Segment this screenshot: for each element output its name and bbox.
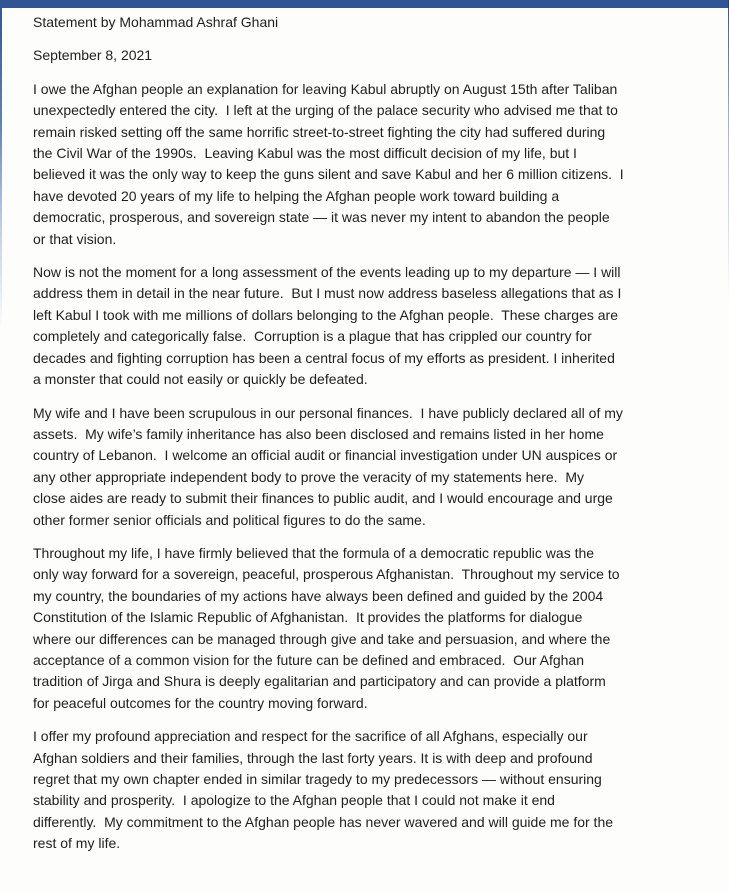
paragraph-line: completely and categorically false. Corruption is a plague that has crippled our country for <box>33 328 592 345</box>
paragraph-line: assets. My wife’s family inheritance has also been disclosed and remains listed in her home <box>33 425 604 442</box>
paragraph <box>33 543 699 714</box>
paragraph-line: Constitution of the Islamic Republic of Afghanistan. It provides the platforms for dialogue <box>33 609 583 626</box>
paragraph-line: Throughout my life, I have firmly believed that the formula of a democratic republic was the <box>33 544 595 561</box>
paragraph-line: tradition of Jirga and Shura is deeply egalitarian and participatory and can provide a platform <box>33 673 606 690</box>
paragraph-line: Afghan soldiers and their families, through the last forty years. It is with deep and profound <box>33 749 593 766</box>
paragraph-line: My wife and I have been scrupulous in our personal finances. I have publicly declared all of my <box>33 404 623 421</box>
paragraph <box>33 262 699 390</box>
paragraph-line: a monster that could not easily or quickly be defeated. <box>33 371 368 388</box>
paragraph-line: Now is not the moment for a long assessment of the events leading up to my departure — I will <box>33 264 621 281</box>
paragraph-line: I owe the Afghan people an explanation for leaving Kabul abruptly on August 15th after Taliban <box>33 80 618 97</box>
document-title: Statement by Mohammad Ashraf Ghani <box>33 14 279 30</box>
paragraph-line: left Kabul I took with me millions of dollars belonging to the Afghan people. These charges are <box>33 306 618 323</box>
paragraph-line: I offer my profound appreciation and respect for the sacrifice of all Afghans, especially our <box>33 728 588 745</box>
paragraph-line: unexpectedly entered the city. I left at the urging of the palace security who advised me that to <box>33 102 618 119</box>
paragraph-line: differently. My commitment to the Afghan people has never wavered and will guide me for the <box>33 813 614 830</box>
paragraph-line: or that vision. <box>33 230 117 247</box>
paragraph-line: acceptance of a common vision for the future can be defined and embraced. Our Afghan <box>33 651 585 668</box>
paragraph <box>33 403 699 531</box>
paragraph-line: where our differences can be managed through give and take and persuasion, and where the <box>33 630 611 647</box>
paragraph-line: country of Lebanon. I welcome an official audit or financial investigation under UN auspices or <box>33 447 618 464</box>
paragraph-line: my country, the boundaries of my actions have always been defined and guided by the 2004 <box>33 587 604 604</box>
paragraph-line: rest of my life. <box>33 835 121 852</box>
paragraph-line: decades and fighting corruption has been a central focus of my efforts as president. I inherited <box>33 349 615 366</box>
paragraph-line: close aides are ready to submit their finances to public audit, and I would encourage and urge <box>33 490 613 507</box>
paragraph-line: democratic, prosperous, and sovereign state — it was never my intent to abandon the people <box>33 209 610 226</box>
document-body <box>33 79 699 855</box>
paragraph-line: believed it was the only way to keep the guns silent and save Kabul and her 6 million citizens. I <box>33 166 624 183</box>
paragraph-line: only way forward for a sovereign, peaceful, prosperous Afghanistan. Throughout my service to <box>33 566 620 583</box>
paragraph-line: any other appropriate independent body to prove the veracity of my statements here. My <box>33 468 584 485</box>
paragraph <box>33 79 699 250</box>
paragraph <box>33 726 699 854</box>
paragraph-line: remain risked setting off the same horrific street-to-street fighting the city had suffered during <box>33 123 606 140</box>
paragraph-line: stability and prosperity. I apologize to the Afghan people that I could not make it end <box>33 792 555 809</box>
paragraph-line: regret that my own chapter ended in similar tragedy to my predecessors — without ensuring <box>33 771 602 787</box>
paragraph-line: have devoted 20 years of my life to helping the Afghan people work toward building a <box>33 187 560 204</box>
document-date: September 8, 2021 <box>33 47 153 64</box>
paragraph-line: the Civil War of the 1990s. Leaving Kabul was the most difficult decision of my life, but I <box>33 145 577 162</box>
paragraph-line: address them in detail in the near future. But I must now address baseless allegations that as I <box>33 285 622 302</box>
paragraph-line: other former senior officials and political figures to do the same. <box>33 511 426 528</box>
paragraph-line: for peaceful outcomes for the country moving forward. <box>33 694 368 711</box>
